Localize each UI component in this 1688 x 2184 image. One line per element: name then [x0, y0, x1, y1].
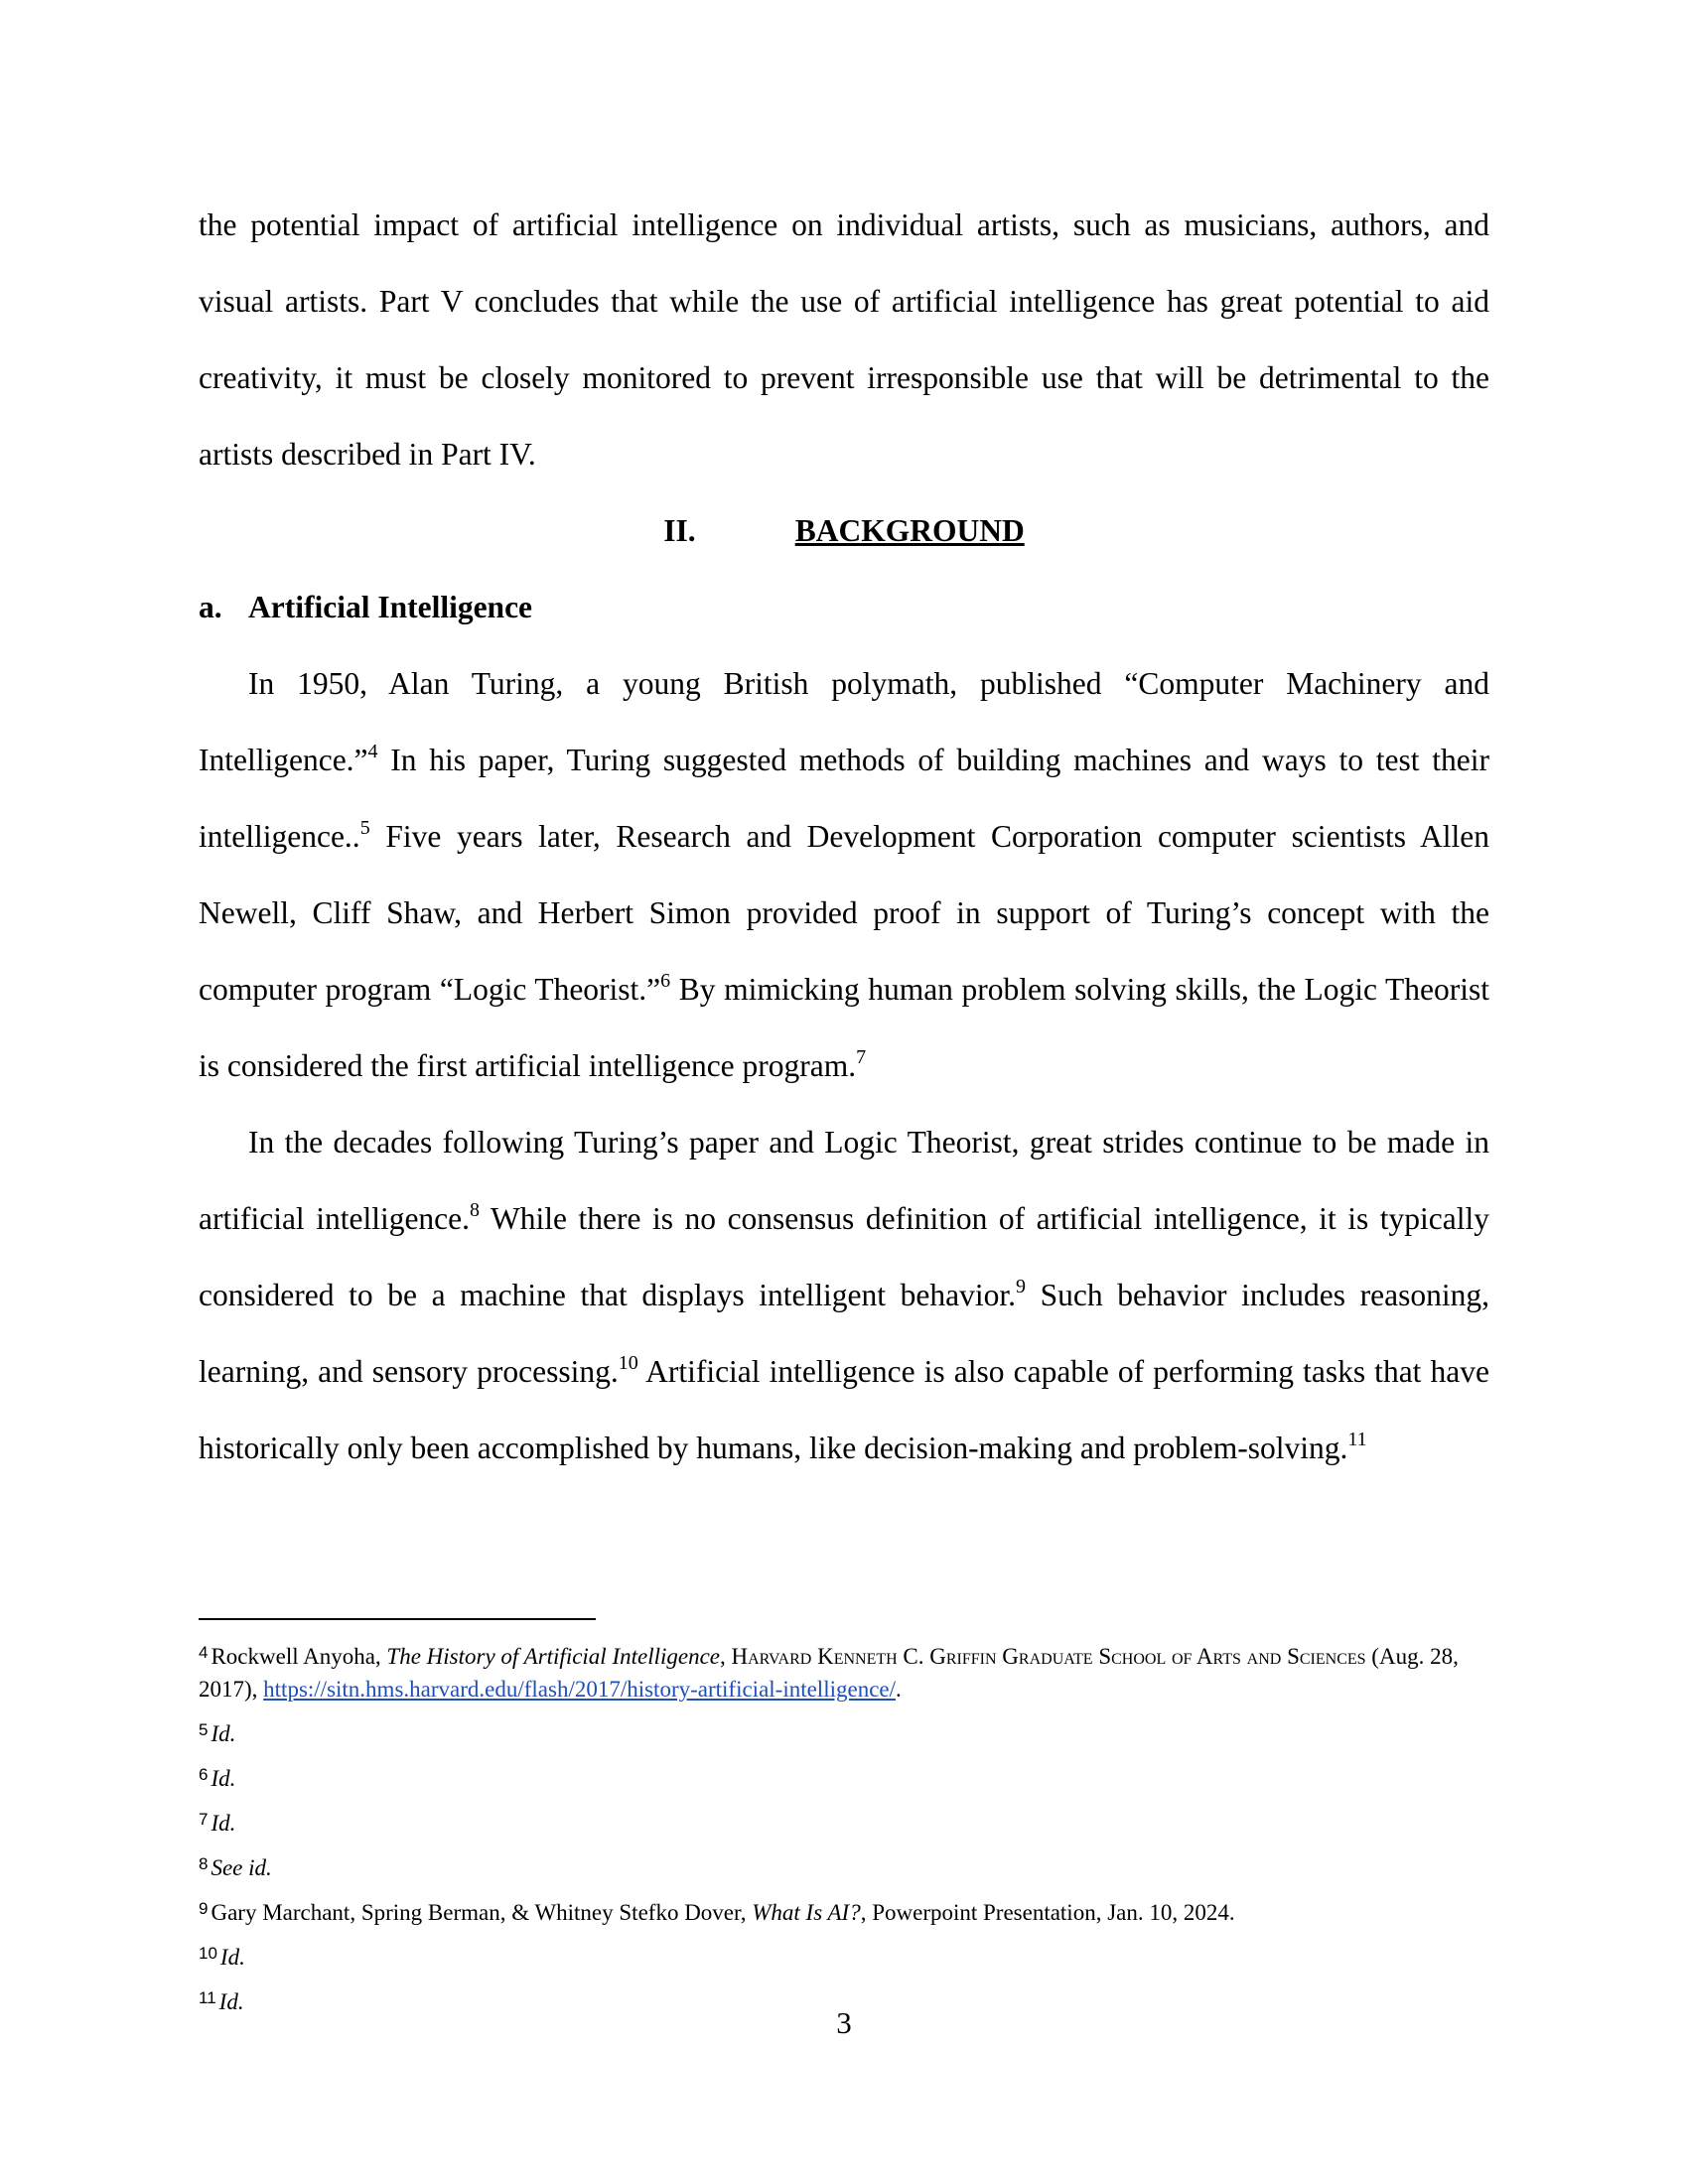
footnote-ref-6[interactable]: 6 — [660, 969, 671, 992]
body-text — [199, 187, 1489, 1486]
footnote-ref-5[interactable]: 5 — [359, 816, 370, 839]
footnote-7 — [199, 1803, 1489, 1840]
section-number: II. — [663, 513, 696, 548]
paragraph-decades — [199, 1104, 1489, 1486]
section-title: BACKGROUND — [794, 513, 1025, 548]
intro-paragraph — [199, 187, 1489, 492]
footnote-text: Id. — [218, 1989, 244, 2014]
footnote-ref-9[interactable]: 9 — [1015, 1275, 1026, 1297]
footnote-number: 4 — [199, 1643, 209, 1662]
subsection-heading — [199, 569, 1489, 645]
footnote-publisher: Harvard Kenneth C. Griffin Graduate School of Arts and Sciences — [731, 1644, 1366, 1669]
footnote-text: Id. — [211, 1721, 236, 1746]
footnote-title: The History of Artificial Intelligence — [386, 1644, 720, 1669]
footnote-number: 8 — [199, 1854, 209, 1873]
footnote-5 — [199, 1713, 1489, 1750]
footnote-4 — [199, 1636, 1489, 1706]
footnote-6 — [199, 1758, 1489, 1795]
footnote-separator: , — [720, 1644, 732, 1669]
paragraph-text: By mimicking human problem solving skills, the Logic Theorist is considered the first artificial intelligence program. — [199, 972, 1489, 1083]
footnote-link[interactable]: https://sitn.hms.harvard.edu/flash/2017/history-artificial-intelligence/ — [263, 1677, 896, 1702]
paragraph-text: In the decades following Turing’s paper and Logic Theorist, great strides continue to be made in artificial intelligence. — [199, 1125, 1489, 1236]
paragraph-text: While there is no consensus definition of artificial intelligence, it is typically considered to be a machine that displays intelligent behavior. — [199, 1201, 1489, 1312]
footnotes-section — [199, 1636, 1489, 2026]
footnote-text: Id. — [219, 1945, 245, 1970]
footnote-rest: , Powerpoint Presentation, Jan. 10, 2024. — [860, 1900, 1235, 1925]
footnote-number: 7 — [199, 1810, 209, 1829]
footnote-text: Id. — [211, 1811, 236, 1836]
footnote-end: . — [896, 1677, 902, 1702]
footnote-author: Gary Marchant, Spring Berman, & Whitney Stefko Dover, — [211, 1900, 753, 1925]
footnote-author: Rockwell Anyoha, — [211, 1644, 387, 1669]
footnote-number: 6 — [199, 1765, 209, 1784]
section-heading — [199, 492, 1489, 569]
paragraph-text: In 1950, Alan Turing, a young British polymath, published “Computer Machinery and Intelligence.” — [199, 666, 1489, 777]
paragraph-turing — [199, 645, 1489, 1104]
paragraph-text: Artificial intelligence is also capable of performing tasks that have historically only been accomplished by humans, like decision-making and problem-solving. — [199, 1354, 1489, 1465]
footnote-8 — [199, 1847, 1489, 1884]
footnote-divider — [199, 1618, 596, 1620]
footnote-9 — [199, 1892, 1489, 1929]
footnote-ref-4[interactable]: 4 — [367, 740, 378, 762]
footnote-text: Id. — [211, 1766, 236, 1791]
page-number: 3 — [836, 2005, 852, 2040]
footnote-10 — [199, 1937, 1489, 1974]
footnote-text: See id. — [211, 1855, 272, 1880]
footnote-ref-8[interactable]: 8 — [470, 1198, 481, 1221]
footnote-number: 10 — [199, 1944, 217, 1963]
footnote-number: 9 — [199, 1899, 209, 1918]
subsection-title: Artificial Intelligence — [248, 590, 533, 624]
intro-text: the potential impact of artificial intelligence on individual artists, such as musicians, authors, and visual artists. Part V concludes that while the use of artificial intelligence has great potential to aid creativity, it must be closely monitored to prevent irresponsible use that will be detrimental to the artists described in Part IV. — [199, 207, 1489, 472]
footnote-number: 11 — [199, 1988, 216, 2007]
footnote-number: 5 — [199, 1720, 209, 1739]
subsection-letter: a. — [199, 590, 222, 624]
footnote-ref-7[interactable]: 7 — [856, 1045, 867, 1068]
paragraph-text: Five years later, Research and Development Corporation computer scientists Allen Newell, Cliff Shaw, and Herbert Simon provided proof in support of Turing’s concept with the computer program “Logic Theorist.” — [199, 819, 1489, 1007]
paragraph-text: In his paper, Turing suggested methods of building machines and ways to test their intelligence.. — [199, 743, 1489, 854]
footnote-ref-10[interactable]: 10 — [618, 1351, 638, 1374]
paragraph-text: Such behavior includes reasoning, learning, and sensory processing. — [199, 1278, 1490, 1389]
footnote-date: (Aug. 28, 2017), — [199, 1644, 1459, 1702]
footnote-title: What Is AI? — [752, 1900, 861, 1925]
footnote-ref-11[interactable]: 11 — [1347, 1428, 1367, 1450]
